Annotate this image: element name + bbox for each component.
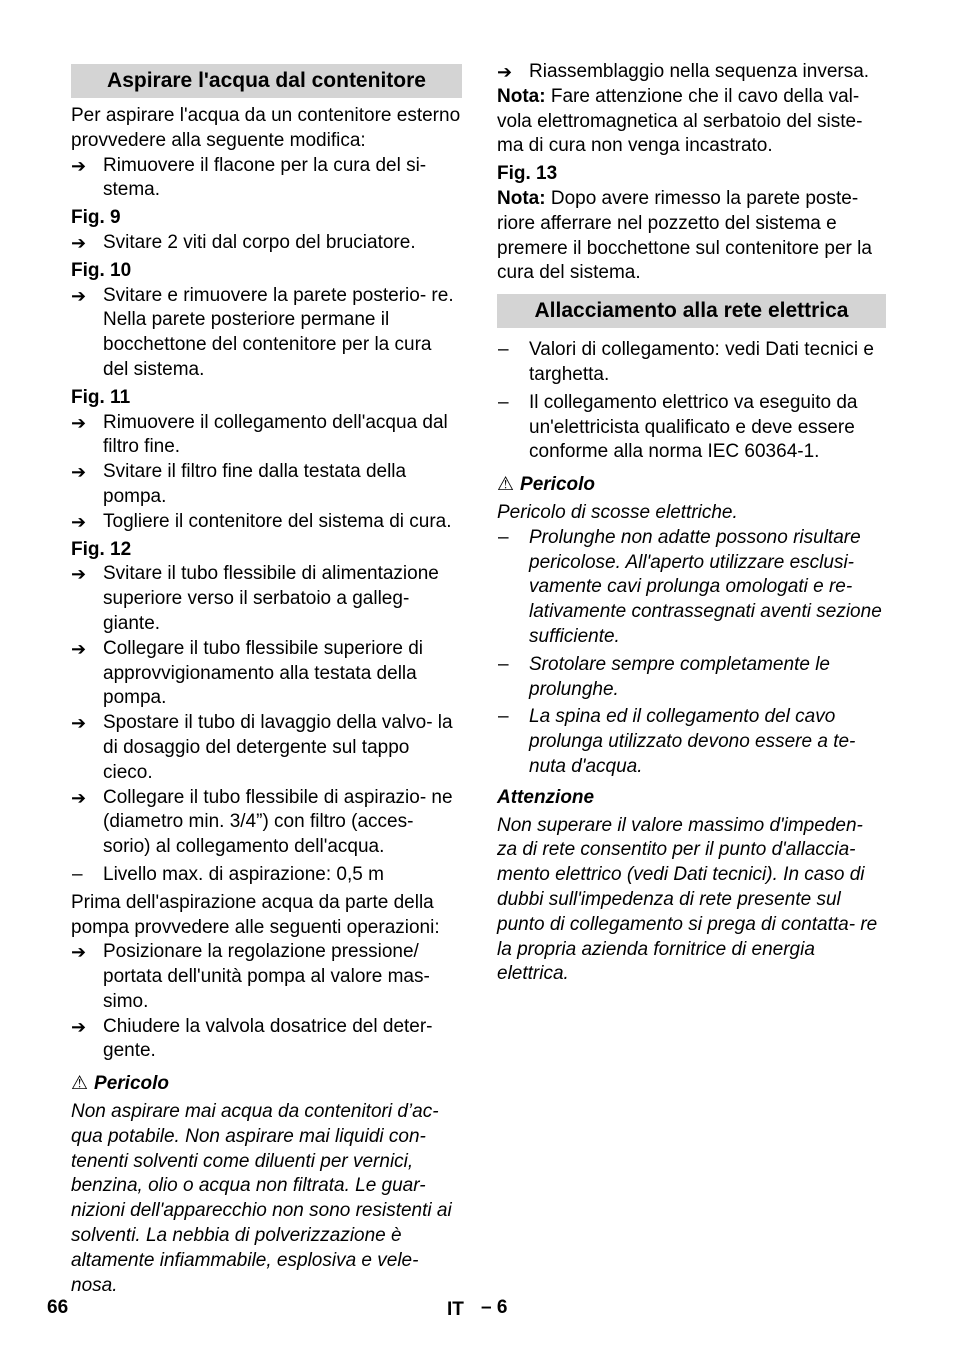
- dash-item-text: Prolunghe non adatte possono risultare pericolose. All'aperto utilizzare esclusi- vamente cavi prolunga omologati e re- lativamente contrassegnati aventi sezione sufficiente.: [529, 526, 882, 647]
- step-item-text: Svitare 2 viti dal corpo del bruciatore.: [103, 231, 416, 253]
- step-item: [497, 60, 886, 85]
- dash-symbol: –: [498, 653, 509, 675]
- arrow-icon: ➔: [71, 511, 87, 532]
- step-item-text: Svitare e rimuovere la parete posterio- re. Nella parete posteriore permane il bocchettone del contenitore per la cura del sistema.: [103, 284, 454, 380]
- page-number: 66: [47, 1297, 69, 1318]
- danger-heading: [497, 473, 886, 498]
- step-item-text: Svitare il tubo flessibile di alimentazione superiore verso il serbatoio a galleg- giante.: [103, 563, 439, 634]
- step-item: [71, 154, 462, 204]
- danger-text: Non aspirare mai acqua da contenitori d’ac- qua potabile. Non aspirare mai liquidi con- tenenti solventi come diluenti per vernici, benzina, olio o acqua non filtrata. Le guar- nizioni dell'apparecchio non sono resistenti ai solventi. La nebbia di polverizzazione è altamente infiammabile, esplosiva e vele- nosa.: [71, 1101, 452, 1296]
- dash-symbol: –: [498, 526, 509, 548]
- step-item: [71, 460, 462, 510]
- arrow-icon: ➔: [71, 564, 87, 585]
- dash-item: [497, 705, 886, 779]
- left-column: [71, 60, 462, 1298]
- danger-intro: Pericolo di scosse elettriche.: [497, 501, 738, 523]
- figure-label: Fig. 11: [71, 386, 131, 408]
- step-item: [71, 940, 462, 1014]
- dash-list: [497, 338, 886, 465]
- dash-symbol: –: [72, 863, 83, 885]
- step-item-text: Collegare il tubo flessibile superiore di approvvigionamento alla testata della pompa.: [103, 637, 424, 709]
- step-list: [71, 562, 462, 860]
- dash-item-text: Valori di collegamento: vedi Dati tecnici e targhetta.: [529, 339, 874, 385]
- section-heading-power-connection: Allacciamento alla rete elettrica: [497, 294, 886, 328]
- arrow-icon: ➔: [71, 638, 87, 659]
- note-label: Nota:: [497, 85, 546, 107]
- step-item: [71, 786, 462, 860]
- dash-item: [71, 863, 462, 888]
- language-code: IT: [447, 1299, 464, 1320]
- step-list: [497, 60, 886, 85]
- danger-heading: [71, 1072, 462, 1097]
- arrow-icon: ➔: [71, 787, 87, 808]
- dash-item-text: Il collegamento elettrico va eseguito da un'elettricista qualificato e deve essere conforme alla norma IEC 60364-1.: [529, 391, 858, 463]
- arrow-icon: ➔: [71, 713, 87, 734]
- right-column: [497, 60, 886, 987]
- arrow-icon: ➔: [71, 462, 87, 483]
- dash-symbol: –: [498, 339, 509, 361]
- note-label: Nota:: [497, 187, 546, 209]
- arrow-icon: ➔: [71, 285, 87, 306]
- note-text: Dopo avere rimesso la parete poste- riore afferrare nel pozzetto del sistema e premere il bocchettone sul contenitore per la cura del sistema.: [497, 187, 872, 284]
- dash-item: [497, 338, 886, 388]
- step-item-text: Rimuovere il collegamento dell'acqua dal filtro fine.: [103, 411, 448, 458]
- step-item-text: Chiudere la valvola dosatrice del deter- gente.: [103, 1015, 433, 1062]
- dash-item: [497, 653, 886, 703]
- step-item-text: Spostare il tubo di lavaggio della valvo- la di dosaggio del detergente sul tappo cieco.: [103, 712, 453, 783]
- step-item-text: Togliere il contenitore del sistema di cura.: [103, 510, 452, 532]
- step-item: [71, 231, 462, 256]
- dash-item: [497, 391, 886, 465]
- step-item: [71, 562, 462, 636]
- dash-item: [497, 526, 886, 650]
- dash-symbol: –: [498, 706, 509, 728]
- dash-item-text: Srotolare sempre completamente le prolunghe.: [529, 653, 830, 700]
- step-item-text: Riassemblaggio nella sequenza inversa.: [529, 61, 870, 82]
- step-list: [71, 411, 462, 535]
- arrow-icon: ➔: [71, 1016, 87, 1037]
- section-heading-water-suction: Aspirare l'acqua dal contenitore: [71, 64, 462, 98]
- figure-label: Fig. 12: [71, 538, 132, 560]
- step-item-text: Collegare il tubo flessibile di aspirazio- ne (diametro min. 3/4”) con filtro (acces- sorio) al collegamento dell'acqua.: [103, 786, 453, 858]
- figure-label: Fig. 13: [497, 163, 558, 185]
- step-list: [71, 284, 462, 383]
- step-list: [71, 154, 462, 204]
- step-item-text: Posizionare la regolazione pressione/ portata dell'unità pompa al valore mas- simo.: [103, 941, 430, 1012]
- figure-label: Fig. 9: [71, 207, 121, 229]
- arrow-icon: ➔: [497, 62, 513, 82]
- before-paragraph: Prima dell'aspirazione acqua da parte della pompa provvedere alle seguenti operazioni:: [71, 891, 440, 938]
- sub-page-number: – 6: [481, 1297, 508, 1318]
- warning-icon: ⚠: [497, 474, 515, 496]
- dash-list: [497, 526, 886, 780]
- note-paragraph: [497, 187, 886, 286]
- attention-text: Non superare il valore massimo d'impeden- za di rete consentito per il punto d'allaccia- mento elettrico (vedi Dati tecnici). In caso di dubbi sull'impedenza di rete presente sul punto di collegamento si prega di contatta- re la propria azienda fornitrice di energia elettrica.: [497, 814, 878, 985]
- intro-paragraph: Per aspirare l'acqua da un contenitore esterno provvedere alla seguente modifica:: [71, 105, 461, 151]
- danger-label: Pericolo: [94, 1073, 170, 1095]
- figure-label: Fig. 10: [71, 259, 132, 281]
- attention-label: Attenzione: [497, 786, 595, 808]
- arrow-icon: ➔: [71, 155, 87, 176]
- arrow-icon: ➔: [71, 412, 87, 433]
- dash-symbol: –: [498, 391, 509, 413]
- arrow-icon: ➔: [71, 942, 87, 963]
- step-item: [71, 510, 462, 535]
- step-item: [71, 637, 462, 711]
- note-paragraph: [497, 85, 886, 159]
- step-item-text: Svitare il filtro fine dalla testata della pompa.: [103, 461, 407, 507]
- step-item: [71, 711, 462, 785]
- dash-item-text: La spina ed il collegamento del cavo prolunga utilizzato devono essere a te- nuta d'acqua.: [529, 706, 856, 777]
- step-item-text: Rimuovere il flacone per la cura del si- stema.: [103, 154, 427, 201]
- step-list: [71, 231, 462, 256]
- note-text: Fare attenzione che il cavo della val- vola elettromagnetica al serbatoio del siste- ma di cura non venga incastrato.: [497, 85, 863, 157]
- step-item: [71, 284, 462, 383]
- step-list: [71, 940, 462, 1064]
- dash-item-text: Livello max. di aspirazione: 0,5 m: [103, 863, 384, 885]
- step-item: [71, 1015, 462, 1065]
- step-item: [71, 411, 462, 461]
- warning-icon: ⚠: [71, 1073, 89, 1095]
- danger-label: Pericolo: [520, 474, 596, 496]
- arrow-icon: ➔: [71, 232, 87, 253]
